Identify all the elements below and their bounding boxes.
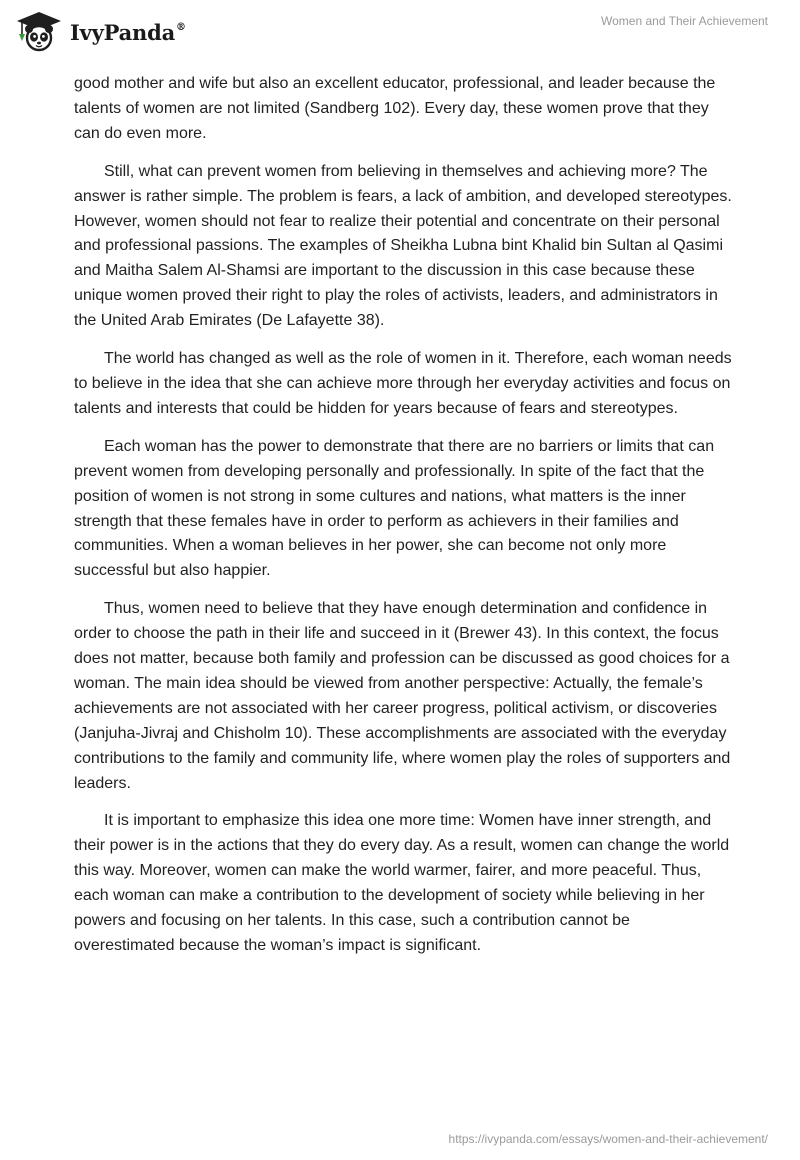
paragraph-2: Still, what can prevent women from believing in themselves and achieving more? The answer is rather simple. The problem is fears, a lack of ambition, and developed stereotypes. However, women should not fear to realize their potential and concentrate on their personal and professional passions. The examples of Sheikha Lubna bint Khalid bin Sultan al Qasimi and Maitha Salem Al-Shamsi are important to the discussion in this case because these unique women proved their right to play the roles of activists, leaders, and administrators in the United Arab Emirates (De Lafayette 38).: [74, 162, 732, 330]
page-header: [0, 0, 800, 70]
paragraph-1: good mother and wife but also an excellent educator, professional, and leader because the talents of women are not limited (Sandberg 102). Every day, these women prove that they can do even more.: [74, 75, 716, 142]
paragraph-5: Thus, women need to believe that they have enough determination and confidence in order to choose the path in their life and succeed in it (Brewer 43). In this context, the focus does not matter, because both family and profession can be discussed as good choices for a woman. The main idea should be viewed from another perspective: Actually, the female’s achievements are not associated with her career progress, political activism, or discoveries (Janjuha-Jivraj and Chisholm 10). These accomplishments are associated with the everyday contributions to the family and community life, where women play the roles of supporters and leaders.: [74, 600, 731, 792]
registered-mark: ®: [176, 21, 186, 33]
brand-name: IvyPanda®: [70, 19, 186, 45]
panda-graduate-icon: [14, 10, 64, 52]
essay-body: [74, 72, 734, 972]
source-url-link[interactable]: https://ivypanda.com/essays/women-and-their-achievement/: [448, 1132, 768, 1146]
paragraph-3: The world has changed as well as the role of women in it. Therefore, each woman needs to believe in the idea that she can achieve more through her everyday activities and focus on talents and interests that could be hidden for years because of fears and stereotypes.: [74, 350, 732, 417]
document-title: Women and Their Achievement: [601, 14, 768, 28]
paragraph-6: It is important to emphasize this idea one more time: Women have inner strength, and their power is in the actions that they do every day. As a result, women can change the world this way. Moreover, women can make the world warmer, fairer, and more peaceful. Thus, each woman can make a contribution to the development of society while believing in her powers and focusing on her talents. In this case, such a contribution cannot be overestimated because the woman’s impact is significant.: [74, 812, 730, 954]
ivypanda-logo[interactable]: [14, 10, 186, 52]
paragraph-4: Each woman has the power to demonstrate that there are no barriers or limits that can prevent women from developing personally and professionally. In spite of the fact that the position of women is not strong in some cultures and nations, what matters is the inner strength that these females have in order to perform as achievers in their families and communities. When a woman believes in her power, she can become not only more successful but also happier.: [74, 437, 715, 580]
